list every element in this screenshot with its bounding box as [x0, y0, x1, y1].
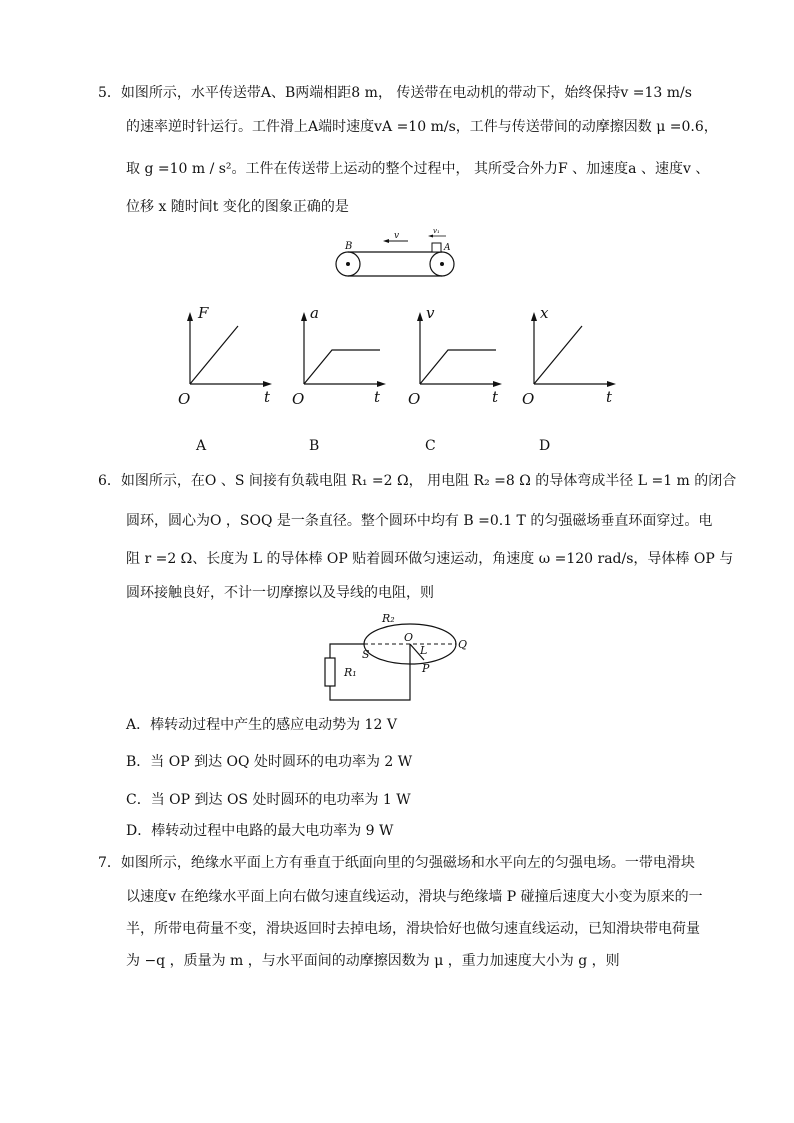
- label-q: Q: [458, 638, 468, 651]
- q5-line-1: 5．如图所示，水平传送带A、B两端相距8 m， 传送带在电动机的带动下，始终保持v =13 m/s: [98, 85, 692, 101]
- graph-b-xlabel: t: [374, 388, 381, 406]
- external-wire: [330, 644, 410, 700]
- graph-a-f-t: [176, 306, 286, 410]
- resistor-r1: [325, 658, 335, 686]
- q6-option-d: D．棒转动过程中电路的最大电功率为 9 W: [126, 823, 394, 839]
- q6-line-2: 圆环，圆心为O ，SOQ 是一条直径。整个圆环中均有 B =0.1 T 的匀强磁场垂直环面穿过。电: [126, 513, 713, 529]
- graph-d-xlabel: t: [606, 388, 613, 406]
- label-s: S: [362, 648, 370, 661]
- workpiece-block: [432, 243, 441, 252]
- q6-option-b: B．当 OP 到达 OQ 处时圆环的电功率为 2 W: [126, 754, 413, 770]
- label-p: P: [422, 662, 430, 675]
- q6-line-1: 6．如图所示，在O 、S 间接有负载电阻 R₁ =2 Ω， 用电阻 R₂ =8 Ω 的导体弯成半径 L =1 m 的闭合: [98, 473, 737, 489]
- graph-option-c: C: [425, 438, 436, 454]
- conveyor-belt-diagram: [330, 228, 460, 282]
- graph-curve: [420, 350, 496, 384]
- q7-line-3: 半，所带电荷量不变，滑块返回时去掉电场，滑块恰好也做匀速直线运动，已知滑块带电荷量: [126, 921, 700, 937]
- graph-d-x-t: [520, 306, 630, 410]
- graph-c-origin: O: [408, 390, 421, 408]
- label-v: v: [394, 231, 400, 241]
- label-o: O: [404, 631, 414, 644]
- q7-line-2: 以速度v 在绝缘水平面上向右做匀速直线运动，滑块与绝缘墙 P 碰撞后速度大小变为原来的一: [126, 889, 703, 905]
- graph-curve: [304, 350, 380, 384]
- graph-option-a: A: [196, 438, 207, 454]
- graph-c-ylabel: v: [426, 304, 435, 322]
- graph-a-xlabel: t: [264, 388, 271, 406]
- label-a: A: [444, 243, 451, 253]
- graph-c-xlabel: t: [492, 388, 499, 406]
- graph-d-origin: O: [522, 390, 535, 408]
- q5-line-4: 位移 x 随时间t 变化的图象正确的是: [126, 199, 349, 215]
- graph-option-d: D: [539, 438, 551, 454]
- label-r1: R₁: [344, 666, 357, 679]
- label-v1: v₁: [433, 227, 440, 235]
- graph-c-v-t: [406, 306, 516, 410]
- graph-option-b: B: [309, 438, 320, 454]
- q6-option-c: C．当 OP 到达 OS 处时圆环的电功率为 1 W: [126, 792, 411, 808]
- graph-a-origin: O: [178, 390, 191, 408]
- graph-d-ylabel: x: [540, 304, 549, 322]
- q6-line-4: 圆环接触良好，不计一切摩擦以及导线的电阻，则: [126, 585, 434, 601]
- graph-curve: [534, 326, 582, 384]
- graph-b-a-t: [290, 306, 400, 410]
- graph-b-ylabel: a: [310, 304, 319, 322]
- q6-line-3: 阻 r =2 Ω、长度为 L 的导体棒 OP 贴着圆环做匀速运动，角速度 ω =120 rad/s，导体棒 OP 与: [126, 551, 734, 567]
- graph-b-origin: O: [292, 390, 305, 408]
- label-r2: R₂: [382, 612, 395, 625]
- q5-line-2: 的速率逆时针运行。工件滑上A端时速度vA =10 m/s，工件与传送带间的动摩擦因数 μ =0.6，: [126, 119, 718, 135]
- graph-a-ylabel: F: [198, 304, 209, 322]
- ring-circuit-diagram: [320, 608, 490, 708]
- q6-option-a: A．棒转动过程中产生的感应电动势为 12 V: [126, 717, 397, 733]
- q7-line-4: 为 −q ，质量为 m ，与水平面间的动摩擦因数为 μ ，重力加速度大小为 g ，则: [126, 953, 620, 969]
- q7-line-1: 7．如图所示，绝缘水平面上方有垂直于纸面向里的匀强磁场和水平向左的匀强电场。一带电滑块: [98, 855, 695, 871]
- label-b: B: [345, 241, 353, 252]
- label-l: L: [420, 644, 428, 657]
- graph-curve: [190, 326, 238, 384]
- q5-line-3: 取 g =10 m / s²。工件在传送带上运动的整个过程中， 其所受合外力F 、加速度a 、速度v 、: [126, 161, 710, 177]
